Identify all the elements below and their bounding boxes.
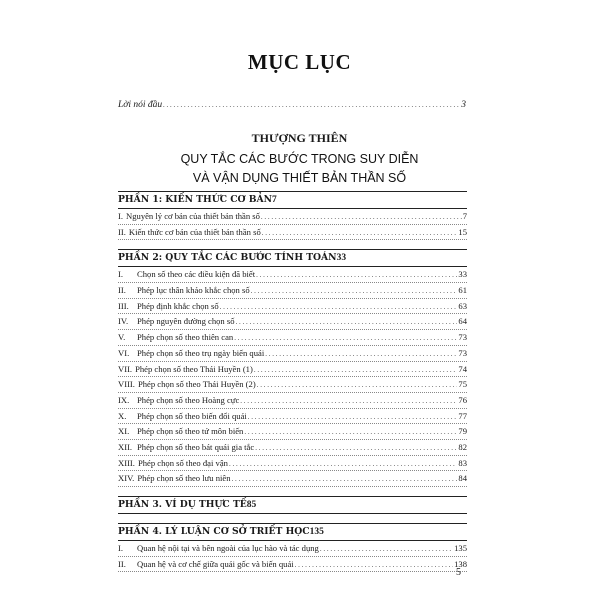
entry-page: 76 <box>458 394 467 405</box>
entry-title: Phép chọn số theo đại vận <box>137 457 228 468</box>
dot-leader <box>295 557 453 573</box>
dot-leader <box>256 267 457 283</box>
toc-entry[interactable] <box>118 424 467 440</box>
entry-page: 73 <box>458 347 467 358</box>
entry-number: X. <box>118 410 127 421</box>
entry-page: 74 <box>458 363 467 374</box>
toc-entry[interactable] <box>118 225 467 241</box>
entry-number: I. <box>118 269 124 280</box>
section-heading[interactable] <box>118 194 467 209</box>
toc-entry[interactable] <box>118 346 467 362</box>
toc-entry[interactable] <box>118 209 467 225</box>
dot-leader <box>251 283 458 299</box>
part-label: THƯỢNG THIÊN <box>251 131 348 145</box>
dot-leader <box>265 346 457 362</box>
entry-number: VI. <box>118 347 130 358</box>
dot-leader <box>163 100 460 110</box>
toc-entry[interactable] <box>118 557 467 573</box>
entry-page: 84 <box>458 473 467 484</box>
entry-title: Chọn số theo các điều kiện đã biết <box>137 269 256 280</box>
heading-block <box>0 150 599 188</box>
dot-leader <box>236 314 458 330</box>
dot-leader <box>240 393 457 409</box>
entry-number: XII. <box>118 441 133 452</box>
entry-title: Phép chọn số theo Hoàng cực <box>137 394 240 405</box>
entry-number: II. <box>118 285 126 296</box>
entry-number: II. <box>118 558 126 569</box>
section-heading[interactable] <box>118 526 467 541</box>
entry-number: I. <box>118 543 124 553</box>
entry-title: Nguyên lý cơ bản của thiết bản thần số <box>126 211 260 221</box>
toc-entry[interactable] <box>118 267 467 283</box>
entry-page: 7 <box>462 211 467 221</box>
dot-leader <box>248 409 458 425</box>
entry-page: 79 <box>458 426 467 437</box>
entry-number: XIV. <box>118 473 135 484</box>
entry-title: Phép lục thân khảo khắc chọn số <box>137 285 250 296</box>
heading-line-2: VÀ VẬN DỤNG THIẾT BẢN THẦN SỐ <box>192 171 407 185</box>
entry-title: Phép chọn số theo tứ môn biến <box>137 426 244 437</box>
section-page: 85 <box>246 500 257 510</box>
toc-entry[interactable] <box>118 541 467 557</box>
entry-number: IV. <box>118 316 129 327</box>
entry-page: 75 <box>458 379 467 390</box>
entry-title: Phép chọn số theo bát quái gia tắc <box>137 441 255 452</box>
entry-title: Phép định khắc chọn số <box>137 300 219 311</box>
entry-page: 138 <box>454 558 467 569</box>
section-heading[interactable] <box>118 252 467 267</box>
entry-page: 82 <box>458 441 467 452</box>
entry-number: I. <box>118 211 124 221</box>
toc-entry[interactable] <box>118 299 467 315</box>
toc-entry[interactable] <box>118 362 467 378</box>
entry-page: 77 <box>458 410 467 421</box>
entry-number: V. <box>118 332 126 343</box>
dot-leader <box>257 377 458 393</box>
preface-page: 3 <box>461 100 466 110</box>
page-title: MỤC LỤC <box>247 50 352 74</box>
entry-page: 33 <box>458 269 467 280</box>
section-heading[interactable] <box>118 499 467 514</box>
toc-entry[interactable] <box>118 471 467 487</box>
section-title: PHẦN 3. VÍ DỤ THỰC TẾ <box>118 499 247 510</box>
entry-page: 63 <box>458 300 467 311</box>
entry-title: Phép chọn số theo thiên can <box>137 332 234 343</box>
entry-page: 64 <box>458 316 467 327</box>
toc-entry[interactable] <box>118 283 467 299</box>
entry-title: Phép chọn số theo biến đổi quái <box>137 410 247 421</box>
dot-leader <box>229 456 457 472</box>
dot-leader <box>220 299 458 315</box>
dot-leader <box>232 471 458 487</box>
entry-page: 83 <box>458 457 467 468</box>
preface-label: Lời nói đầu <box>118 100 163 110</box>
entry-number: VIII. <box>118 379 135 390</box>
entry-page: 135 <box>454 543 467 553</box>
toc-entry[interactable] <box>118 377 467 393</box>
entry-title: Phép chọn số theo lưu niên <box>137 473 231 484</box>
entry-number: II. <box>118 226 126 237</box>
toc-section <box>118 496 467 514</box>
toc-entry[interactable] <box>118 330 467 346</box>
toc-entry[interactable] <box>118 456 467 472</box>
dot-leader <box>234 330 457 346</box>
toc-section <box>118 191 467 240</box>
toc-section <box>118 249 467 487</box>
entry-title: Phép chọn số theo Thái Huyền (1) <box>135 363 253 374</box>
entry-number: VII. <box>118 363 133 374</box>
toc-section <box>118 523 467 572</box>
entry-page: 15 <box>458 226 467 237</box>
entry-title: Quan hệ và cơ chế giữa quái gốc và biến quái <box>137 558 294 569</box>
dot-leader <box>254 362 458 378</box>
dot-leader <box>320 541 453 557</box>
entry-title: Kiến thức cơ bản của thiết bản thần số <box>128 226 261 237</box>
section-title: PHẦN 4. LÝ LUẬN CƠ SỞ TRIẾT HỌC <box>118 526 310 537</box>
heading-line-1: QUY TẮC CÁC BƯỚC TRONG SUY DIỄN <box>180 152 419 166</box>
preface-entry[interactable] <box>118 100 466 110</box>
entry-number: III. <box>118 300 129 311</box>
toc-entry[interactable] <box>118 393 467 409</box>
dot-leader <box>244 424 457 440</box>
toc-entry[interactable] <box>118 409 467 425</box>
entry-number: XIII. <box>118 457 135 468</box>
entry-number: XI. <box>118 426 130 437</box>
entry-title: Phép nguyên đường chọn số <box>137 316 235 327</box>
section-page: 135 <box>309 527 324 537</box>
entry-title: Phép chọn số theo Thái Huyền (2) <box>137 379 256 390</box>
entry-title: Quan hệ nội tại và bên ngoài của lục hào và tác dụng <box>137 543 319 553</box>
section-title: PHẦN 2: QUY TẮC CÁC BƯỚC TÍNH TOÁN <box>118 252 337 264</box>
dot-leader <box>261 209 462 225</box>
section-page: 33 <box>336 253 347 264</box>
table-of-contents <box>118 191 467 572</box>
dot-leader <box>255 440 457 456</box>
toc-entry[interactable] <box>118 440 467 456</box>
page-number: 5 <box>456 567 461 578</box>
entry-title: Phép chọn số theo trụ ngày biến quái <box>137 347 265 358</box>
section-page: 7 <box>272 195 277 205</box>
entry-number: IX. <box>118 394 130 405</box>
entry-page: 73 <box>458 332 467 343</box>
toc-entry[interactable] <box>118 314 467 330</box>
section-title: PHẦN 1: KIẾN THỨC CƠ BẢN <box>118 194 273 205</box>
dot-leader <box>262 225 458 241</box>
entry-page: 61 <box>458 285 467 296</box>
